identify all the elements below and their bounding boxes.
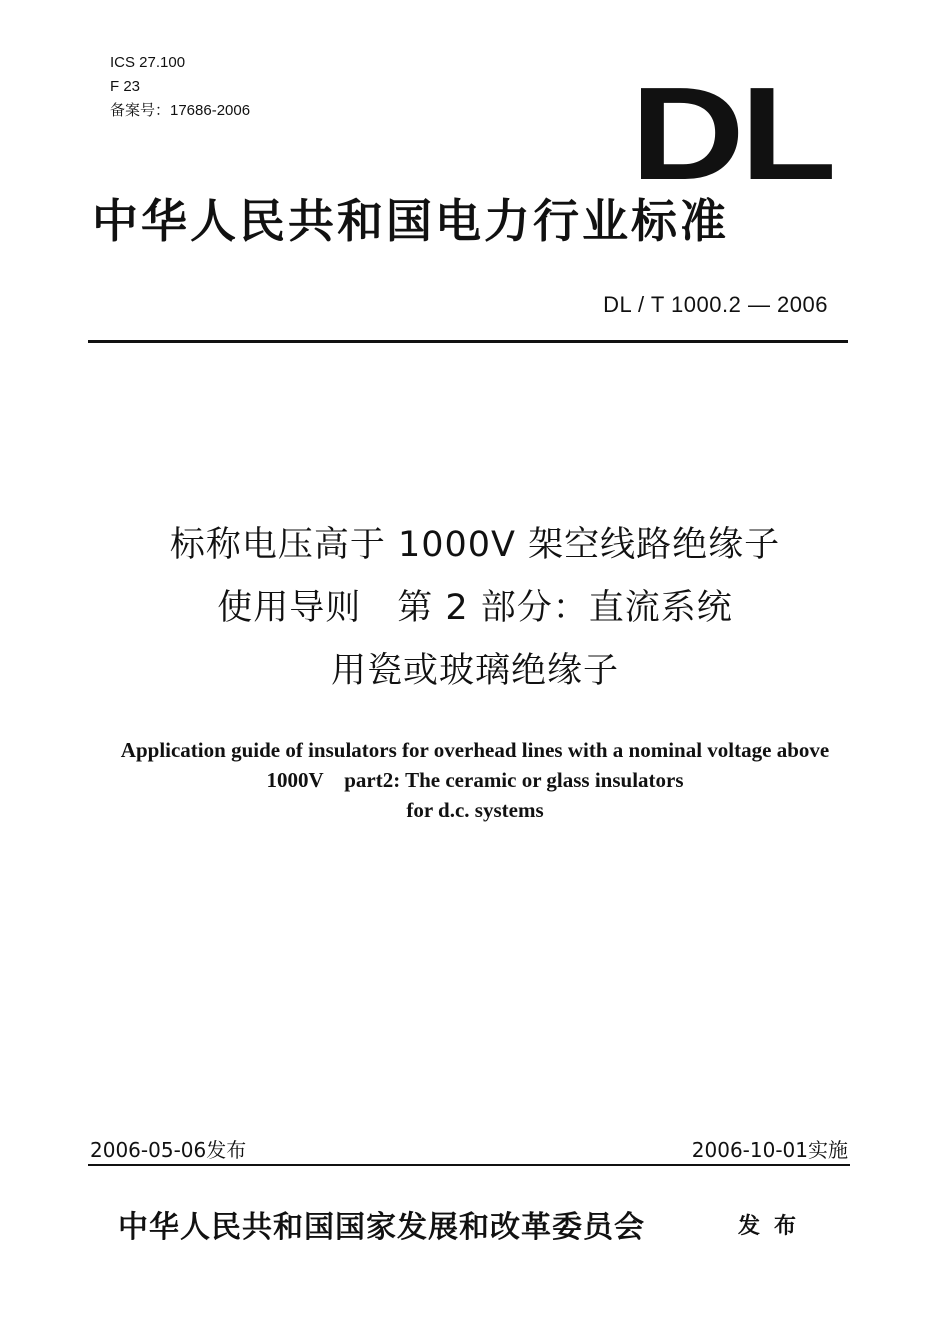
standard-type-title: 中华人民共和国电力行业标准 bbox=[92, 194, 729, 248]
classification-code: F 23 bbox=[110, 78, 141, 95]
top-divider bbox=[88, 340, 848, 343]
standard-number: DL / T 1000.2 — 2006 bbox=[603, 292, 828, 317]
filing-number: 备案号：17686-2006 bbox=[110, 102, 251, 119]
ics-code: ICS 27.100 bbox=[110, 54, 186, 71]
issue-date: 2006-05-06发布 bbox=[90, 1138, 247, 1162]
english-title-line-1: Application guide of insulators for overhead lines with a nominal voltage above bbox=[120, 738, 830, 762]
english-title-line-3: for d.c. systems bbox=[406, 798, 544, 822]
chinese-title-line-3: 用瓷或玻璃绝缘子 bbox=[330, 651, 619, 691]
english-title-line-2: 1000V part2: The ceramic or glass insulators bbox=[266, 768, 684, 792]
bottom-divider bbox=[88, 1164, 850, 1166]
chinese-title-line-2: 使用导则 第 2 部分：直流系统 bbox=[217, 588, 733, 628]
chinese-title-line-1: 标称电压高于 1000V 架空线路绝缘子 bbox=[169, 525, 781, 565]
implementation-date: 2006-10-01实施 bbox=[691, 1138, 848, 1162]
issuing-authority: 中华人民共和国国家发展和改革委员会 bbox=[118, 1210, 645, 1245]
dl-logo: DL bbox=[630, 60, 832, 207]
issue-verb: 发布 bbox=[738, 1213, 811, 1239]
